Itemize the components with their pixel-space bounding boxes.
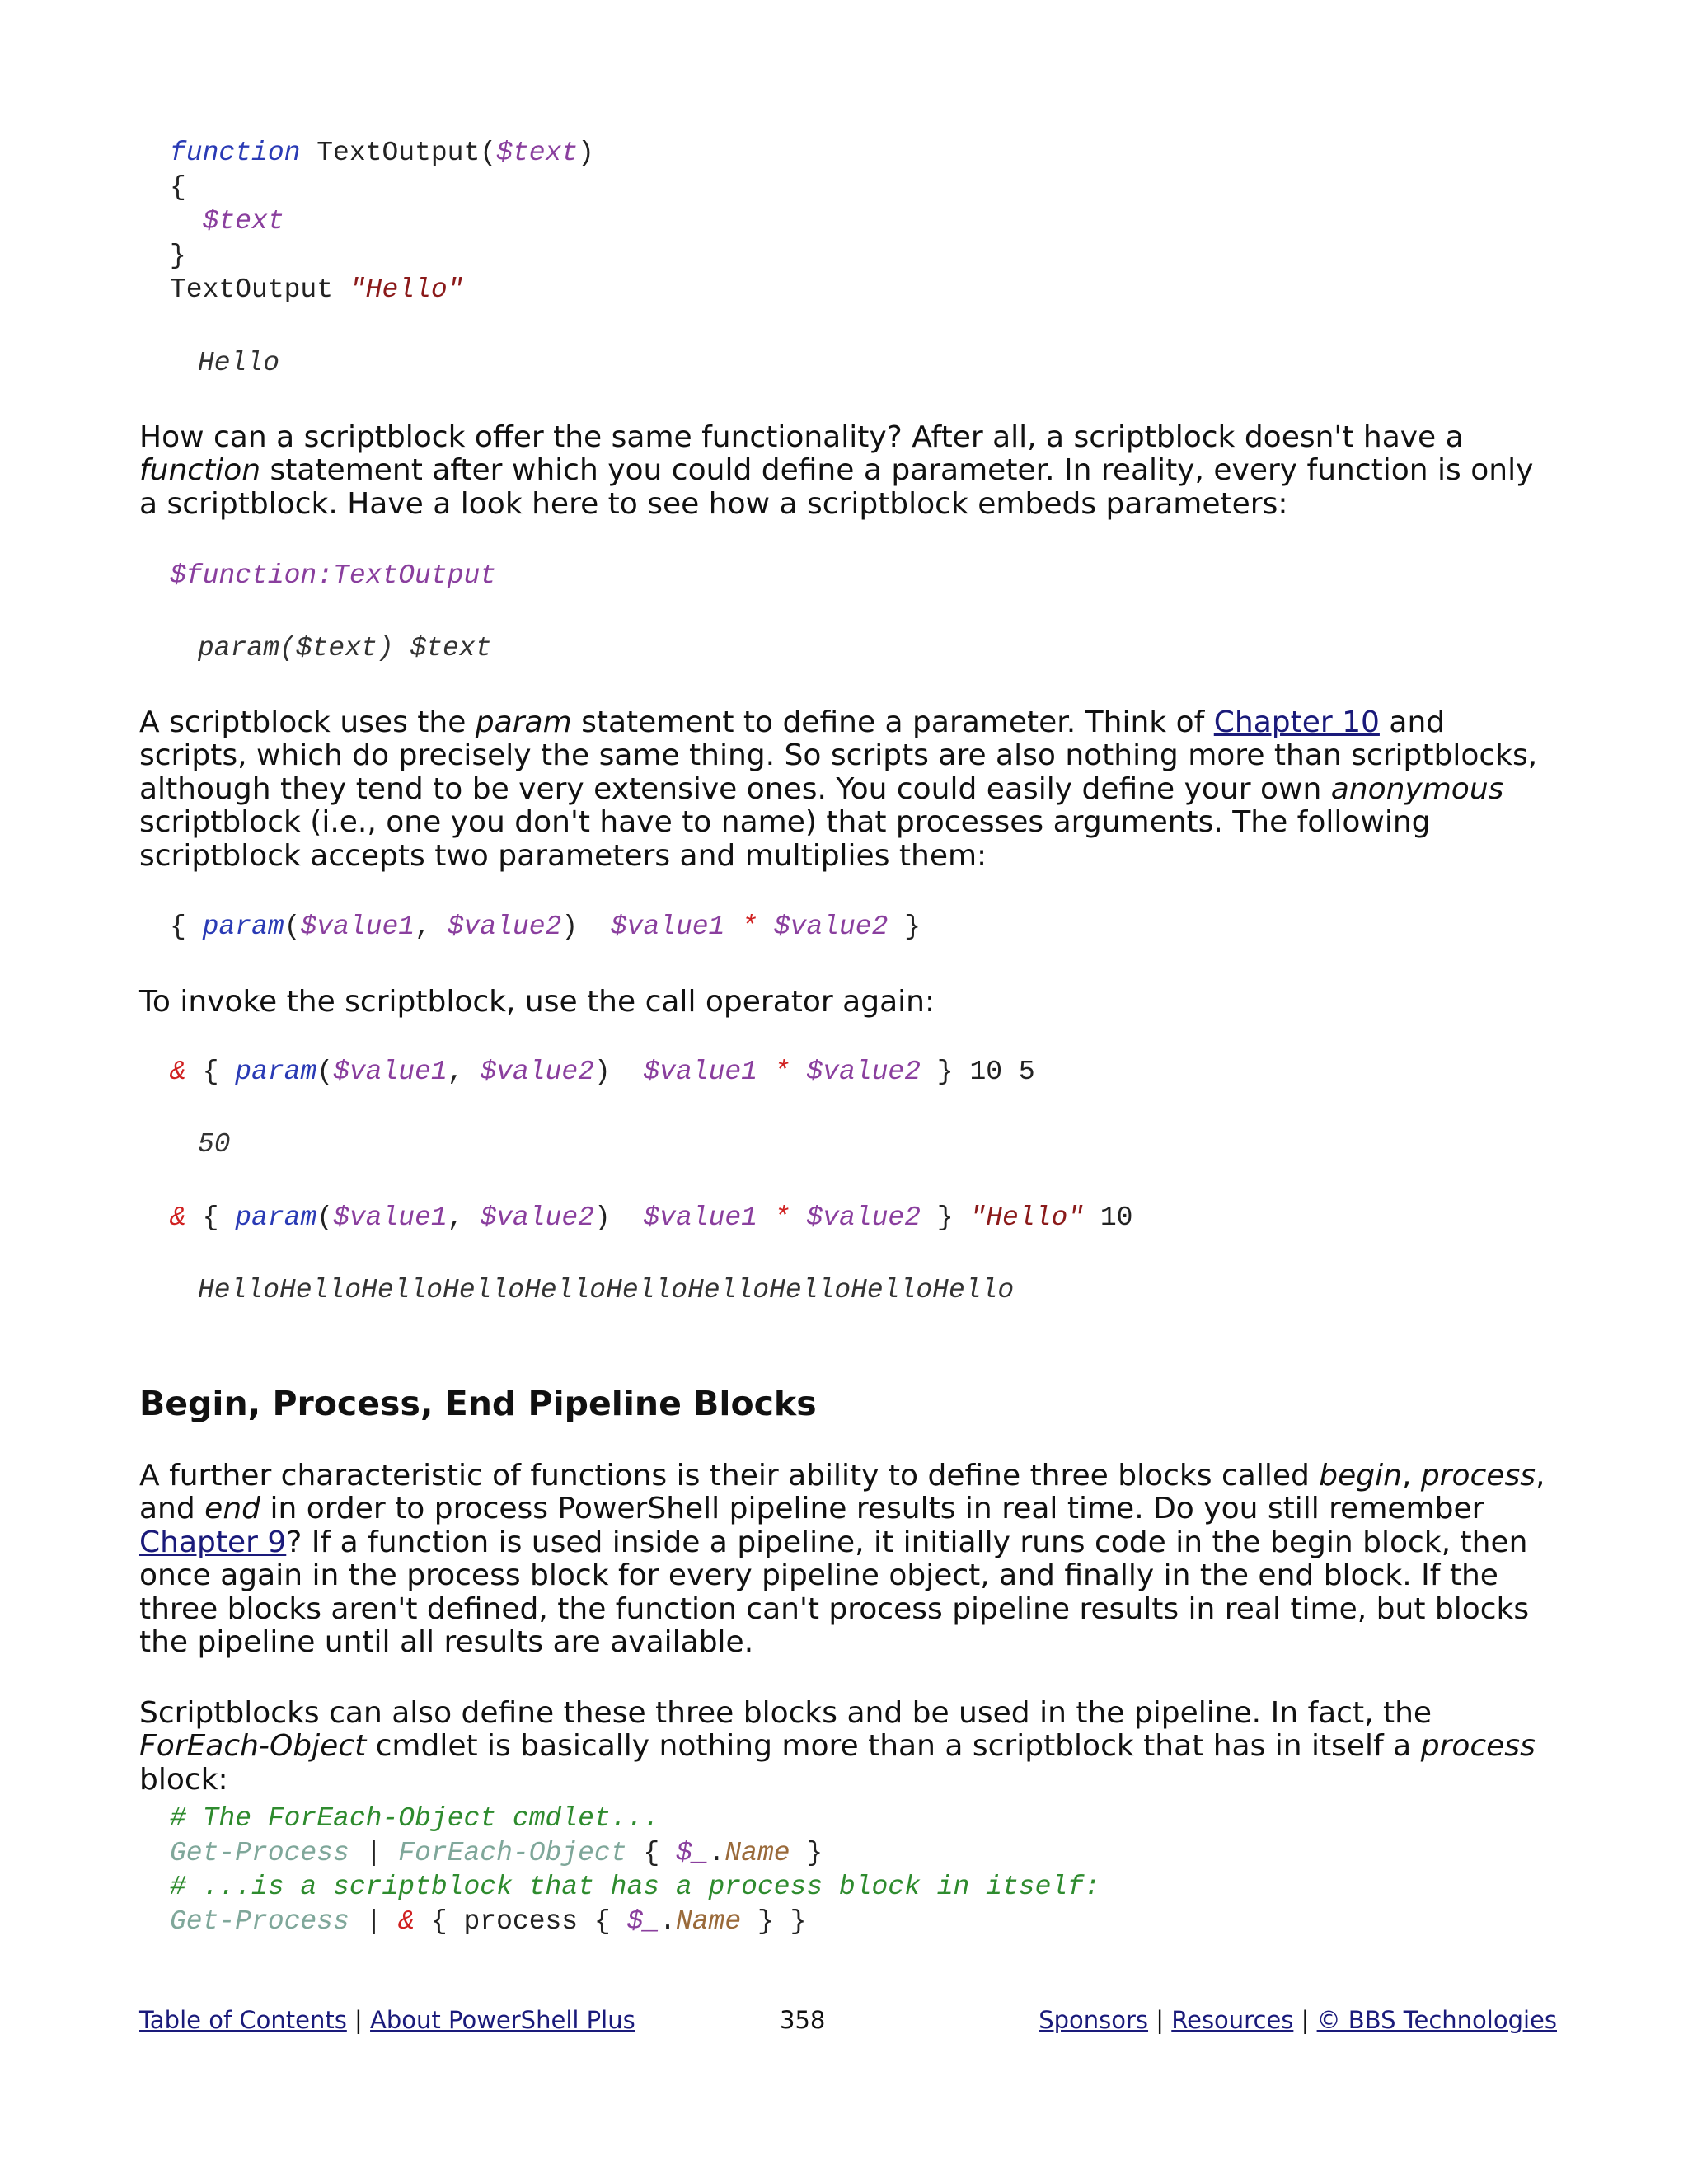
paragraph-invoke-scriptblock: To invoke the scriptblock, use the call operator again: [139,985,935,1019]
paragraph-param-statement: A scriptblock uses the param statement to define a parameter. Think of Chapter 10 and scripts, which do precisely the same thing. So scripts are also nothing more than scriptblocks, although they tend to be very extensive ones. You could easily define your own anonymous scriptblock (i.e., one you don't have to name) that processes arguments. The following scriptblock accepts two parameters and multiplies them: [139,705,1538,873]
footer-link-resources[interactable]: Resources [1171,2006,1294,2034]
code-block-foreach-process: # The ForEach-Object cmdlet... Get-Process | ForEach-Object { $_.Name } # ...is a scriptblock that has a process block in itself: Get-Process | & { process { $_.Name } } [170,1803,1100,1937]
link-chapter-10[interactable]: Chapter 10 [1213,705,1380,739]
code-output-hello-repeated: HelloHelloHelloHelloHelloHelloHelloHelloHelloHello [198,1275,1015,1305]
link-chapter-9[interactable]: Chapter 9 [139,1525,287,1559]
section-heading: Begin, Process, End Pipeline Blocks [139,1384,817,1423]
code-block-invoke-numbers: & { param($value1, $value2) $value1 * $value2 } 10 5 [170,1057,1035,1087]
page-footer [139,2002,1557,2038]
code-output-fifty: 50 [198,1129,231,1160]
code-output-param: param($text) $text [198,633,492,663]
footer-left-links: Table of Contents | About PowerShell Plus [139,2006,635,2034]
footer-link-table-of-contents[interactable]: Table of Contents [139,2006,347,2034]
footer-link-about-powershell-plus[interactable]: About PowerShell Plus [370,2006,635,2034]
code-block-function-drive: $function:TextOutput [170,560,497,591]
footer-right-links: Sponsors | Resources | © BBS Technologies [1039,2006,1557,2034]
paragraph-scriptblock-pipeline: Scriptblocks can also define these three blocks and be used in the pipeline. In fact, the ForEach-Object cmdlet is basically nothing more than a scriptblock that has in itself a process block: [139,1696,1536,1797]
code-block-anonymous-scriptblock: { param($value1, $value2) $value1 * $value2 } [170,912,921,942]
paragraph-scriptblock-functionality: How can a scriptblock offer the same functionality? After all, a scriptblock doesn't have a function statement after which you could define a parameter. In reality, every function is only a scriptblock. Have a look here to see how a scriptblock embeds parameters: [139,420,1534,521]
footer-link-bbs-technologies[interactable]: © BBS Technologies [1316,2006,1557,2034]
page-number: 358 [780,2006,826,2034]
code-block-function-definition: function TextOutput($text) { $text } TextOutput "Hello" [170,138,594,305]
code-block-invoke-string: & { param($value1, $value2) $value1 * $value2 } "Hello" 10 [170,1202,1133,1233]
footer-link-sponsors[interactable]: Sponsors [1039,2006,1149,2034]
code-output-hello: Hello [198,348,280,378]
paragraph-pipeline-blocks: A further characteristic of functions is their ability to define three blocks called begin, process, and end in order to process PowerShell pipeline results in real time. Do you still remember Chapter 9? If a function is used inside a pipeline, it initially runs code in the begin block, then once again in the process block for every pipeline object, and finally in the end block. If the three blocks aren't defined, the function can't process pipeline results in real time, but blocks the pipeline until all results are available. [139,1459,1545,1660]
